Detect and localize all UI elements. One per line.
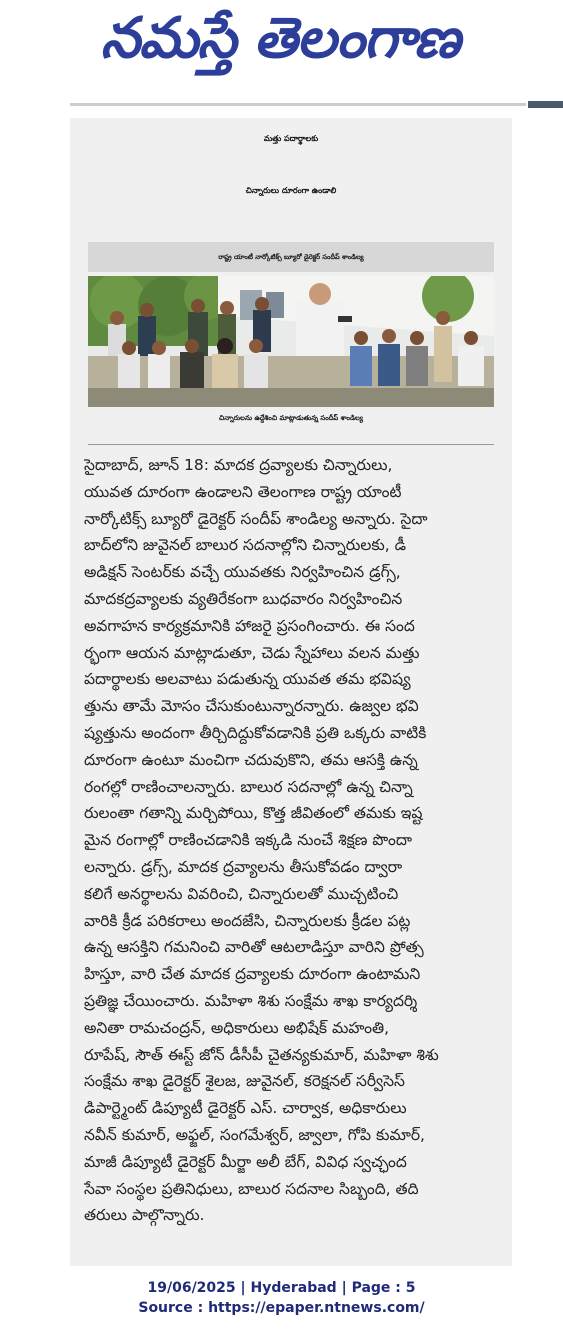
article-headline-line-2: చిన్నారులు దూరంగా ఉండాలి <box>245 186 337 195</box>
newspaper-masthead <box>0 0 563 100</box>
masthead-divider <box>70 103 526 106</box>
article-body-line: సేవా సంస్థల ప్రతినిధులు, బాలుర సదనాల సిబ్బంది, తది <box>84 1179 419 1198</box>
photo-caption: చిన్నారులను ఉద్దేశించి మాట్లాడుతున్న సందీప్ శాండిల్య <box>219 414 363 422</box>
article-body-line: డిపార్ట్మెంట్ డిప్యూటీ డైరెక్టర్ ఎస్. చార్వాక, అధికారులు <box>84 1099 407 1118</box>
caption-divider <box>88 444 494 445</box>
article-body-line: రంగల్లో రాణించాలన్నారు. బాలుర సదనాల్లో ఉన్న చిన్నా <box>84 777 413 796</box>
article-subheadline: రాష్ట్ర యాంటీ నార్కోటిక్స్ బ్యూరో డైరెక్టర్ సందీప్ శాండిల్య <box>88 242 494 272</box>
article-body-line: మైన రంగాల్లో రాణించడానికి ఇక్కడి నుంచే శిక్షణ పొందా <box>84 831 413 850</box>
article-body-line: సంక్షేమ శాఖ డైరెక్టర్ శైలజ, జువైనల్, కరెక్షనల్ సర్వీసెస్ <box>84 1072 405 1091</box>
article-body-line: సైదాబాద్, జూన్ 18: మాదక ద్రవ్యాలకు చిన్నారులు, <box>84 456 393 474</box>
footer-date-edition: 19/06/2025 | Hyderabad | Page : 5 <box>147 1280 416 1296</box>
article-body-line: అవగాహన కార్యక్రమానికి హాజరై ప్రసంగించారు. ఈ సంద <box>84 616 415 635</box>
article-body-line: ప్రతిజ్ఞ చేయించారు. మహిళా శిశు సంక్షేమ శాఖ కార్యదర్శి <box>84 991 418 1010</box>
page-footer <box>0 1278 563 1318</box>
article-body-line: ష్యత్తును అందంగా తీర్చిదిద్దుకోవడానికి ప్రతి ఒక్కరు వాటికి <box>84 723 427 742</box>
article-body-line: హిస్తూ, వారి చేత మాదక ద్రవ్యాలకు దూరంగా ఉంటామని <box>84 965 421 984</box>
article-body <box>84 452 500 1229</box>
article-photo <box>88 276 494 407</box>
article-body-line: పదార్థాలకు అలవాటు పడుతున్న యువత తమ భవిష్య <box>84 670 411 689</box>
article-body-line: అడిక్షన్ సెంటర్‌కు వచ్చే యువతకు నిర్వహించిన డ్రగ్స్, <box>84 563 401 582</box>
article-body-line: తరులు పాల్గొన్నారు. <box>84 1206 205 1225</box>
article-body-line: ఉన్న ఆసక్తిని గమనించి వారితో ఆటలాడిస్తూ వారిని ప్రోత్స <box>84 938 424 957</box>
article-body-line: అనితా రామచంద్రన్, అధికారులు అభిషేక్ మహంతి, <box>84 1018 390 1037</box>
article-body-line: ర్భంగా ఆయన మాట్లాడుతూ, చెడు స్నేహాలు వలన మత్తు <box>84 643 420 662</box>
article-body-line: కలిగే అనర్థాలను వివరించి, చిన్నారులతో ముచ్చటించి <box>84 884 399 903</box>
article-body-line: లన్నారు. డ్రగ్స్, మాదక ద్రవ్యాలను తీసుకోవడం ద్వారా <box>84 857 403 876</box>
article-body-line: వారికి క్రీడ పరికరాలు అందజేసి, చిన్నారులకు క్రీడల పట్ల <box>84 911 411 930</box>
article-body-line: మాదకద్రవ్యాలకు వ్యతిరేకంగా బుధవారం నిర్వహించిన <box>84 589 403 608</box>
article-body-line: నార్కోటిక్స్ బ్యూరో డైరెక్టర్ సందీప్ శాండిల్య అన్నారు. సైదా <box>84 509 428 528</box>
article-body-line: రూపేష్, సౌత్ ఈస్ట్ జోన్ డీసీపీ చైతన్యకుమార్, మహిళా శిశు <box>84 1045 439 1064</box>
article-body-line: నవీన్ కుమార్, అఫ్జల్, సంగమేశ్వర్, జ్వాలా, గోపి కుమార్, <box>84 1125 425 1144</box>
masthead-title: నమస్తే తెలంగాణ <box>100 6 460 71</box>
article-body-line: మాజీ డిప్యూటీ డైరెక్టర్ మీర్జా అలీ బేగ్, వివిధ స్వచ్ఛంద <box>84 1152 407 1171</box>
article-body-line: త్తును తామే మోసం చేసుకుంటున్నారన్నారు. ఉజ్వల భవి <box>84 697 419 716</box>
footer-source: Source : https://epaper.ntnews.com/ <box>138 1300 425 1316</box>
article-body-line: యువత దూరంగా ఉండాలని తెలంగాణ రాష్ట్ర యాంటీ <box>84 482 402 501</box>
article-headline-line-1: మత్తు పదార్థాలకు <box>263 134 319 143</box>
article-body-line: రులంతా గతాన్ని మర్చిపోయి, కొత్త జీవితంలో తమకు ఇష్ట <box>84 804 423 823</box>
news-article <box>70 118 512 1266</box>
masthead-divider-accent <box>528 101 563 108</box>
article-body-line: దూరంగా ఉంటూ మంచిగా చదువుకొని, తమ ఆసక్తి ఉన్న <box>84 750 418 769</box>
article-body-line: బాద్‌లోని జువైనల్ బాలుర సదనాల్లోని చిన్నారులకు, డీ <box>84 536 407 555</box>
